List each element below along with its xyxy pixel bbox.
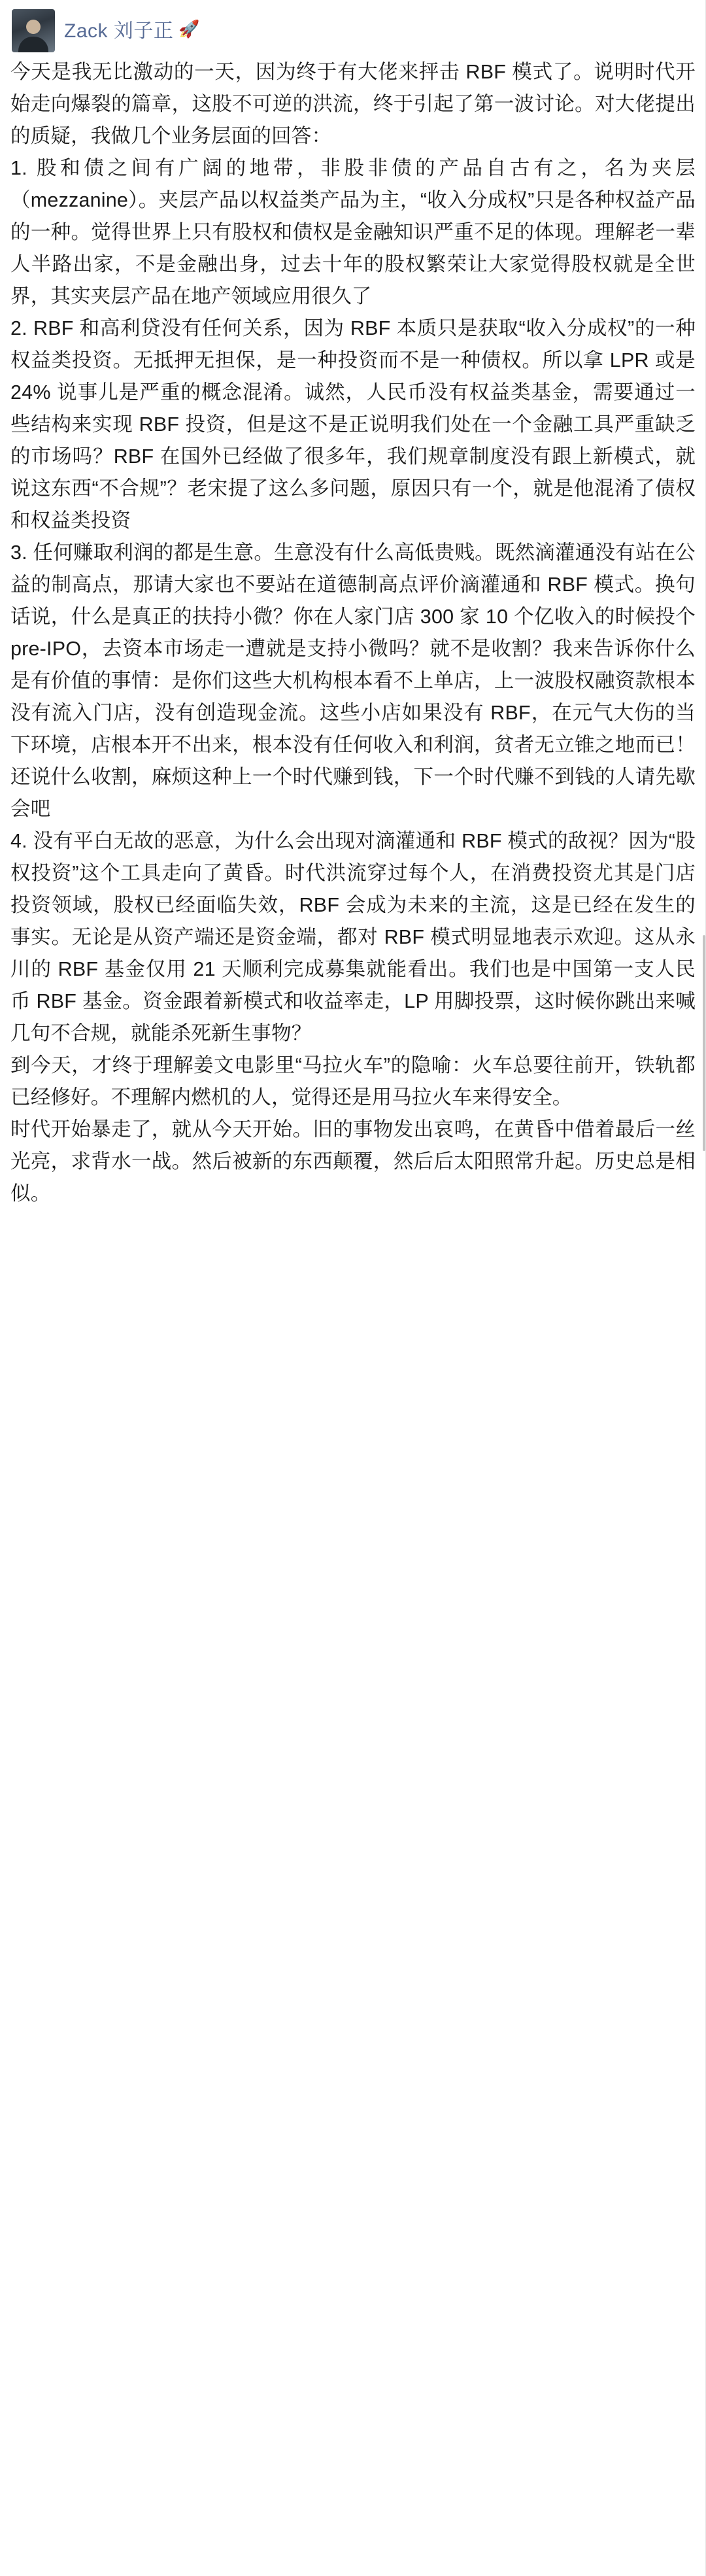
scrollbar-thumb[interactable]	[703, 935, 705, 1151]
author-name[interactable]: Zack 刘子正	[64, 20, 174, 42]
avatar[interactable]	[12, 9, 55, 52]
post-paragraph: 到今天，才终于理解姜文电影里“马拉火车”的隐喻：火车总要往前开，铁轨都已经修好。不理解内燃机的人，觉得还是用马拉火车来得安全。	[10, 1054, 696, 1108]
post-paragraph: 4. 没有平白无故的恶意，为什么会出现对滴灌通和 RBF 模式的敌视？因为“股权投资”这个工具走向了黄昏。时代洪流穿过每个人，在消费投资尤其是门店投资领域，股权已经面临失效，RBF 会成为未来的主流，这是已经在发生的事实。无论是从资产端还是资金端，都对 RBF 模式明显地表示欢迎。这从永川的 RBF 基金仅用 21 天顺利完成募集就能看出。我们也是中国第一支人民币 RBF 基金。资金跟着新模式和收益率走，LP 用脚投票，这时候你跳出来喊几句不合规，就能杀死新生事物？	[10, 830, 696, 1044]
post-body	[0, 56, 706, 1210]
avatar-body-shape	[18, 37, 48, 52]
author-line[interactable]	[64, 9, 200, 43]
rocket-icon: 🚀	[178, 19, 200, 39]
post-paragraph: 今天是我无比激动的一天，因为终于有大佬来抨击 RBF 模式了。说明时代开始走向爆裂的篇章，这股不可逆的洪流，终于引起了第一波讨论。对大佬提出的质疑，我做几个业务层面的回答：	[10, 61, 696, 147]
post-paragraph: 2. RBF 和高利贷没有任何关系，因为 RBF 本质只是获取“收入分成权”的一种权益类投资。无抵押无担保，是一种投资而不是一种债权。所以拿 LPR 或是 24% 说事儿是严重的概念混淆。诚然，人民币没有权益类基金，需要通过一些结构来实现 RBF 投资，但是这不是正说明我们处在一个金融工具严重缺乏的市场吗？RBF 在国外已经做了很多年，我们规章制度没有跟上新模式，就说这东西“不合规”？老宋提了这么多问题，原因只有一个，就是他混淆了债权和权益类投资	[10, 317, 696, 532]
avatar-head-shape	[26, 20, 41, 34]
post-paragraph: 时代开始暴走了，就从今天开始。旧的事物发出哀鸣，在黄昏中借着最后一丝光亮，求背水一战。然后被新的东西颠覆，然后后太阳照常升起。历史总是相似。	[10, 1118, 696, 1205]
post-paragraph: 1. 股和债之间有广阔的地带，非股非债的产品自古有之，名为夹层（mezzanine）。夹层产品以权益类产品为主，“收入分成权”只是各种权益产品的一种。觉得世界上只有股权和债权是金融知识严重不足的体现。理解老一辈人半路出家，不是金融出身，过去十年的股权繁荣让大家觉得股权就是全世界，其实夹层产品在地产领域应用很久了	[10, 157, 696, 307]
post-paragraph: 3. 任何赚取利润的都是生意。生意没有什么高低贵贱。既然滴灌通没有站在公益的制高点，那请大家也不要站在道德制高点评价滴灌通和 RBF 模式。换句话说，什么是真正的扶持小微？你在人家门店 300 家 10 个亿收入的时候投个 pre-IPO，去资本市场走一遭就是支持小微吗？就不是收割？我来告诉你什么是有价值的事情：是你们这些大机构根本看不上单店，上一波股权融资款根本没有流入门店，没有创造现金流。这些小店如果没有 RBF，在元气大伤的当下环境，店根本开不出来，根本没有任何收入和利润，贫者无立锥之地而已！还说什么收割，麻烦这种上一个时代赚到钱，下一个时代赚不到钱的人请先歇会吧	[10, 541, 696, 820]
post-header	[0, 0, 706, 56]
scrollbar[interactable]	[703, 0, 706, 2576]
